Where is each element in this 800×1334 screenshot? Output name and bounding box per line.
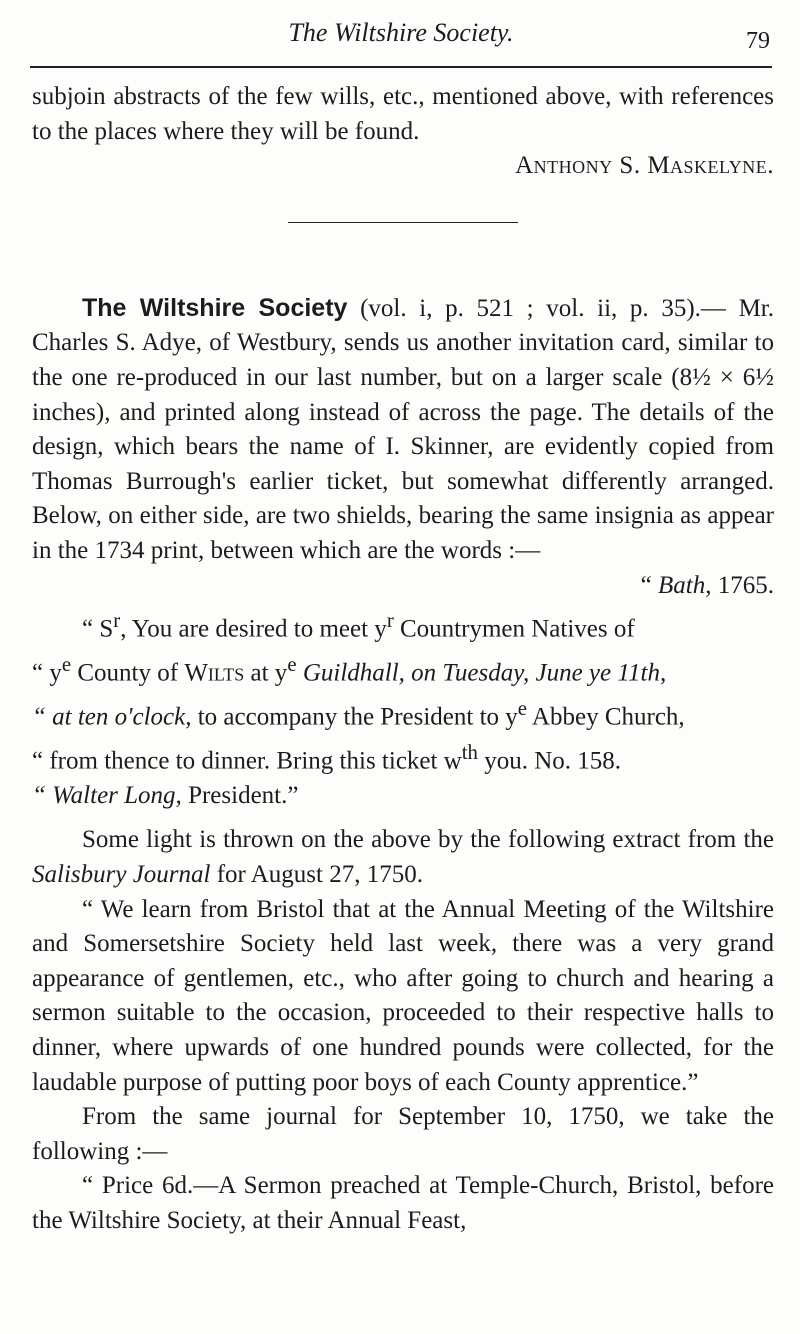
ticket-date-place: Bath, (658, 571, 712, 599)
running-title: The Wiltshire Society. (288, 18, 514, 47)
page-body (32, 80, 774, 1239)
article-paragraph-1 (32, 291, 774, 569)
ticket-text (32, 603, 774, 813)
ticket-line-5: “ Walter Long, President.” (32, 781, 299, 809)
article-paragraph-2: Some light is thrown on the above by the following extract from the Salisbury Journal for August 27, 1750. (32, 826, 774, 888)
article-paragraph-1-text: Mr. Charles S. Adye, of Westbury, sends us another invitation card, similar to the one re-produced in our last number, but on a larger scale (8½ × 6½ inches), and printed along instead of across the page. The details of the design, which bears the name of I. Skinner, are evidently copied from Thomas Burrough's earlier ticket, but somewhat differently arranged. Below, on either side, are two shields, bearing the same insignia as appear in the 1734 print, between which are the words :— (32, 294, 775, 564)
ticket-line-2: “ $y^e$ County of Wilts at $y^e$ Guildhall, on Tuesday, June ye 11th, (32, 652, 667, 687)
article-heading: The Wiltshire Society (82, 293, 348, 322)
article-reference: (vol. i, p. 521 ; vol. ii, p. 35).— (360, 294, 726, 322)
quote-sermon: “ Price 6d.—A Sermon preached at Temple-Church, Bristol, before the Wiltshire Society, at their Annual Feast, (32, 1172, 774, 1234)
page-number: 79 (746, 28, 770, 54)
author-signature: Anthony S. Maskelyne. (515, 152, 774, 180)
ticket-date: “ Bath, 1765. (640, 571, 774, 599)
article-paragraph-3: From the same journal for September 10, 1750, we take the following :— (32, 1103, 774, 1165)
intro-paragraph: subjoin abstracts of the few wills, etc., mentioned above, with references to the places where they will be found. (32, 83, 774, 145)
journal-title: Salisbury Journal (32, 861, 211, 888)
ticket-line-1: “ $S^r$, You are desired to meet $y^r$ Countrymen Natives of (82, 608, 635, 643)
page-header (30, 18, 772, 68)
ticket-line-4: “ from thence to dinner. Bring this ticket $w^{th}$ you. No. 158. (32, 739, 622, 775)
ticket-date-year: 1765. (717, 571, 774, 599)
header-rule (30, 66, 772, 68)
quote-bristol-meeting: “ We learn from Bristol that at the Annual Meeting of the Wiltshire and Somersetshire Society held last week, there was a very grand appearance of gentlemen, etc., who after going to church and hearing a sermon suitable to the occasion, proceeded to their respective halls to dinner, where upwards of one hundred pounds were collected, for the laudable purpose of putting poor boys of each County apprentice.” (32, 895, 774, 1096)
ticket-line-3: “ at ten o'clock, to accompany the President to $y^e$ Abbey Church, (32, 695, 685, 731)
section-divider (288, 222, 518, 223)
